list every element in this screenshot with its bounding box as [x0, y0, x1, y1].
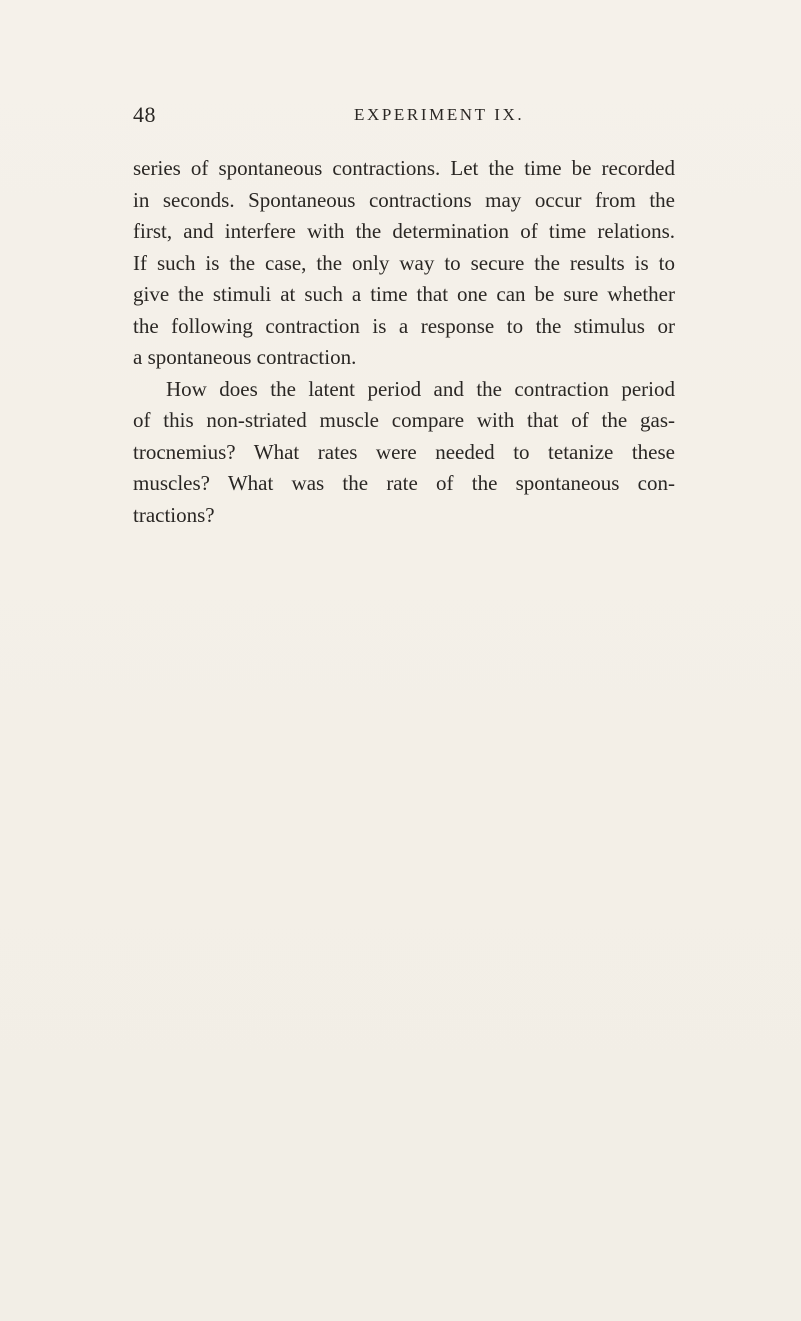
- text-line: of this non-striated muscle compare with that of the gas-: [133, 408, 675, 432]
- text-line: a spontaneous contraction.: [133, 345, 357, 369]
- page-number: 48: [133, 102, 156, 127]
- text-line: If such is the case, the only way to secure the results is to: [133, 250, 675, 275]
- body-text: [133, 153, 675, 531]
- text-line: first, and interfere with the determination of time relations.: [133, 219, 675, 243]
- text-line: tractions?: [133, 502, 215, 527]
- text-line: series of spontaneous contractions. Let the time be recorded: [133, 156, 675, 180]
- paragraph-1: [133, 153, 675, 374]
- running-head: [133, 100, 675, 130]
- paragraph-2: [133, 374, 675, 532]
- text-line: trocnemius? What rates were needed to tetanize these: [133, 439, 675, 464]
- text-line: the following contraction is a response to the stimulus or: [133, 313, 675, 338]
- text-line: muscles? What was the rate of the spontaneous con-: [133, 471, 675, 495]
- chapter-title: EXPERIMENT IX.: [354, 105, 525, 124]
- text-line: in seconds. Spontaneous contractions may occur from the: [133, 187, 675, 212]
- text-line: How does the latent period and the contraction period: [166, 376, 675, 401]
- text-line: give the stimuli at such a time that one can be sure whether: [133, 282, 675, 306]
